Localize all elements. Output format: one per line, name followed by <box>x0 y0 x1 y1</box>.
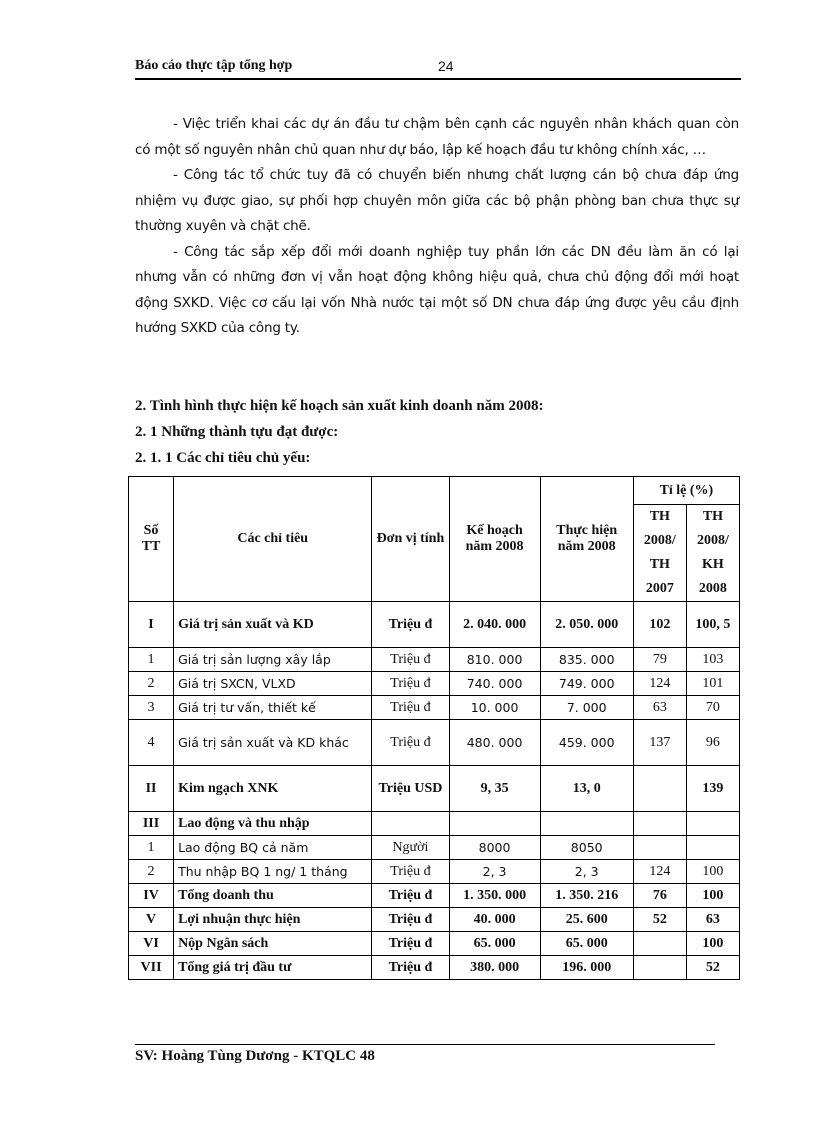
row-ratio-th2007: 63 <box>633 696 686 720</box>
col-header-ratio-kh2008: TH 2008/ KH 2008 <box>686 505 739 602</box>
indicators-table <box>128 476 740 980</box>
row-indicator: Giá trị SXCN, VLXD <box>174 672 372 696</box>
row-unit: Triệu đ <box>372 956 449 980</box>
row-ratio-kh2008: 100 <box>686 884 739 908</box>
row-ratio-kh2008: 100 <box>686 932 739 956</box>
row-actual: 1. 350. 216 <box>540 884 633 908</box>
row-indicator: Giá trị sản lượng xây lắp <box>174 648 372 672</box>
section-heading: 2. Tình hình thực hiện kế hoạch sản xuất kinh doanh năm 2008: <box>135 398 544 414</box>
row-stt: VII <box>129 956 174 980</box>
row-ratio-kh2008: 103 <box>686 648 739 672</box>
row-plan: 380. 000 <box>449 956 540 980</box>
row-actual: 196. 000 <box>540 956 633 980</box>
row-stt: V <box>129 908 174 932</box>
row-actual: 2, 3 <box>540 860 633 884</box>
row-indicator: Lao động BQ cả năm <box>174 836 372 860</box>
row-ratio-th2007 <box>633 932 686 956</box>
row-ratio-kh2008: 139 <box>686 766 739 812</box>
row-unit: Triệu đ <box>372 884 449 908</box>
row-ratio-th2007: 102 <box>633 602 686 648</box>
row-stt: 1 <box>129 836 174 860</box>
row-indicator: Tổng giá trị đầu tư <box>174 956 372 980</box>
row-actual: 7. 000 <box>540 696 633 720</box>
report-title: Báo cáo thực tập tổng hợp <box>135 58 293 73</box>
row-indicator: Lợi nhuận thực hiện <box>174 908 372 932</box>
row-plan: 2, 3 <box>449 860 540 884</box>
row-plan: 1. 350. 000 <box>449 884 540 908</box>
row-indicator: Giá trị tư vấn, thiết kế <box>174 696 372 720</box>
row-ratio-th2007: 79 <box>633 648 686 672</box>
table-row <box>129 860 740 884</box>
table-row <box>129 956 740 980</box>
row-indicator: Giá trị sản xuất và KD <box>174 602 372 648</box>
row-ratio-th2007: 124 <box>633 672 686 696</box>
row-unit: Triệu đ <box>372 672 449 696</box>
row-unit: Triệu đ <box>372 696 449 720</box>
row-stt: 4 <box>129 720 174 766</box>
row-unit: Triệu đ <box>372 720 449 766</box>
row-ratio-kh2008: 70 <box>686 696 739 720</box>
row-stt: VI <box>129 932 174 956</box>
row-ratio-kh2008 <box>686 836 739 860</box>
row-plan: 40. 000 <box>449 908 540 932</box>
row-unit: Triệu USD <box>372 766 449 812</box>
subsubsection-heading: 2. 1. 1 Các chỉ tiêu chủ yếu: <box>135 450 311 466</box>
row-ratio-kh2008 <box>686 812 739 836</box>
row-stt: II <box>129 766 174 812</box>
row-stt: IV <box>129 884 174 908</box>
page-header <box>135 58 741 80</box>
page-footer: SV: Hoàng Tùng Dương - KTQLC 48 <box>135 1044 715 1065</box>
row-actual: 2. 050. 000 <box>540 602 633 648</box>
table-row <box>129 696 740 720</box>
row-unit: Triệu đ <box>372 908 449 932</box>
row-ratio-th2007: 137 <box>633 720 686 766</box>
row-actual: 749. 000 <box>540 672 633 696</box>
row-ratio-th2007 <box>633 836 686 860</box>
row-plan: 10. 000 <box>449 696 540 720</box>
row-plan: 480. 000 <box>449 720 540 766</box>
row-ratio-kh2008: 100 <box>686 860 739 884</box>
row-actual: 13, 0 <box>540 766 633 812</box>
body-text <box>135 112 739 342</box>
row-actual: 835. 000 <box>540 648 633 672</box>
row-ratio-th2007: 124 <box>633 860 686 884</box>
table-row <box>129 884 740 908</box>
paragraph: - Công tác sắp xếp đổi mới doanh nghiệp tuy phần lớn các DN đều làm ăn có lại nhưng vẫn có những đơn vị vẫn hoạt động không hiệu quả, chưa chủ động đổi mới hoạt động SXKD. Việc cơ cấu lại vốn Nhà nước tại một số DN chưa đáp ứng được yêu cầu định hướng SXKD của công ty. <box>135 243 739 336</box>
table-row <box>129 648 740 672</box>
row-plan: 2. 040. 000 <box>449 602 540 648</box>
page-number: 24 <box>438 58 454 74</box>
row-unit: Người <box>372 836 449 860</box>
table-row <box>129 908 740 932</box>
col-header-plan: Kế hoạch năm 2008 <box>449 477 540 602</box>
row-stt: 1 <box>129 648 174 672</box>
row-indicator: Nộp Ngân sách <box>174 932 372 956</box>
col-header-ratio: Tỉ lệ (%) <box>633 477 739 505</box>
table-row <box>129 602 740 648</box>
table-row <box>129 836 740 860</box>
row-actual: 459. 000 <box>540 720 633 766</box>
table-row <box>129 720 740 766</box>
table-row <box>129 766 740 812</box>
row-indicator: Giá trị sản xuất và KD khác <box>174 720 372 766</box>
row-unit <box>372 812 449 836</box>
row-plan: 810. 000 <box>449 648 540 672</box>
col-header-indicator: Các chỉ tiêu <box>174 477 372 602</box>
row-stt: I <box>129 602 174 648</box>
row-plan: 9, 35 <box>449 766 540 812</box>
row-indicator: Kim ngạch XNK <box>174 766 372 812</box>
row-indicator: Tổng doanh thu <box>174 884 372 908</box>
table-row <box>129 812 740 836</box>
row-actual: 65. 000 <box>540 932 633 956</box>
col-header-actual: Thực hiện năm 2008 <box>540 477 633 602</box>
row-actual <box>540 812 633 836</box>
row-ratio-kh2008: 52 <box>686 956 739 980</box>
row-unit: Triệu đ <box>372 932 449 956</box>
row-actual: 25. 600 <box>540 908 633 932</box>
row-unit: Triệu đ <box>372 602 449 648</box>
paragraph: - Việc triển khai các dự án đầu tư chậm bên cạnh các nguyên nhân khách quan còn có một số nguyên nhân chủ quan như dự báo, lập kế hoạch đầu tư không chính xác, … <box>135 116 739 158</box>
row-plan: 65. 000 <box>449 932 540 956</box>
row-plan: 8000 <box>449 836 540 860</box>
row-indicator: Thu nhập BQ 1 ng/ 1 tháng <box>174 860 372 884</box>
row-stt: 2 <box>129 860 174 884</box>
row-ratio-kh2008: 63 <box>686 908 739 932</box>
row-ratio-th2007: 76 <box>633 884 686 908</box>
row-ratio-th2007 <box>633 812 686 836</box>
row-unit: Triệu đ <box>372 860 449 884</box>
subsection-heading: 2. 1 Những thành tựu đạt được: <box>135 424 339 440</box>
row-stt: 3 <box>129 696 174 720</box>
row-plan: 740. 000 <box>449 672 540 696</box>
col-header-stt: Số TT <box>129 477 174 602</box>
table-row <box>129 932 740 956</box>
table-body <box>129 602 740 980</box>
col-header-ratio-th2007: TH 2008/ TH 2007 <box>633 505 686 602</box>
row-ratio-th2007 <box>633 956 686 980</box>
row-ratio-kh2008: 101 <box>686 672 739 696</box>
row-ratio-th2007 <box>633 766 686 812</box>
row-ratio-th2007: 52 <box>633 908 686 932</box>
row-stt: III <box>129 812 174 836</box>
row-plan <box>449 812 540 836</box>
row-actual: 8050 <box>540 836 633 860</box>
row-indicator: Lao động và thu nhập <box>174 812 372 836</box>
row-stt: 2 <box>129 672 174 696</box>
table-row <box>129 672 740 696</box>
paragraph: - Công tác tổ chức tuy đã có chuyển biến nhưng chất lượng cán bộ chưa đáp ứng nhiệm vụ được giao, sự phối hợp chuyên môn giữa các bộ phận phòng ban chưa thực sự thường xuyên và chặt chẽ. <box>135 167 739 234</box>
row-ratio-kh2008: 96 <box>686 720 739 766</box>
row-unit: Triệu đ <box>372 648 449 672</box>
row-ratio-kh2008: 100, 5 <box>686 602 739 648</box>
col-header-unit: Đơn vị tính <box>372 477 449 602</box>
